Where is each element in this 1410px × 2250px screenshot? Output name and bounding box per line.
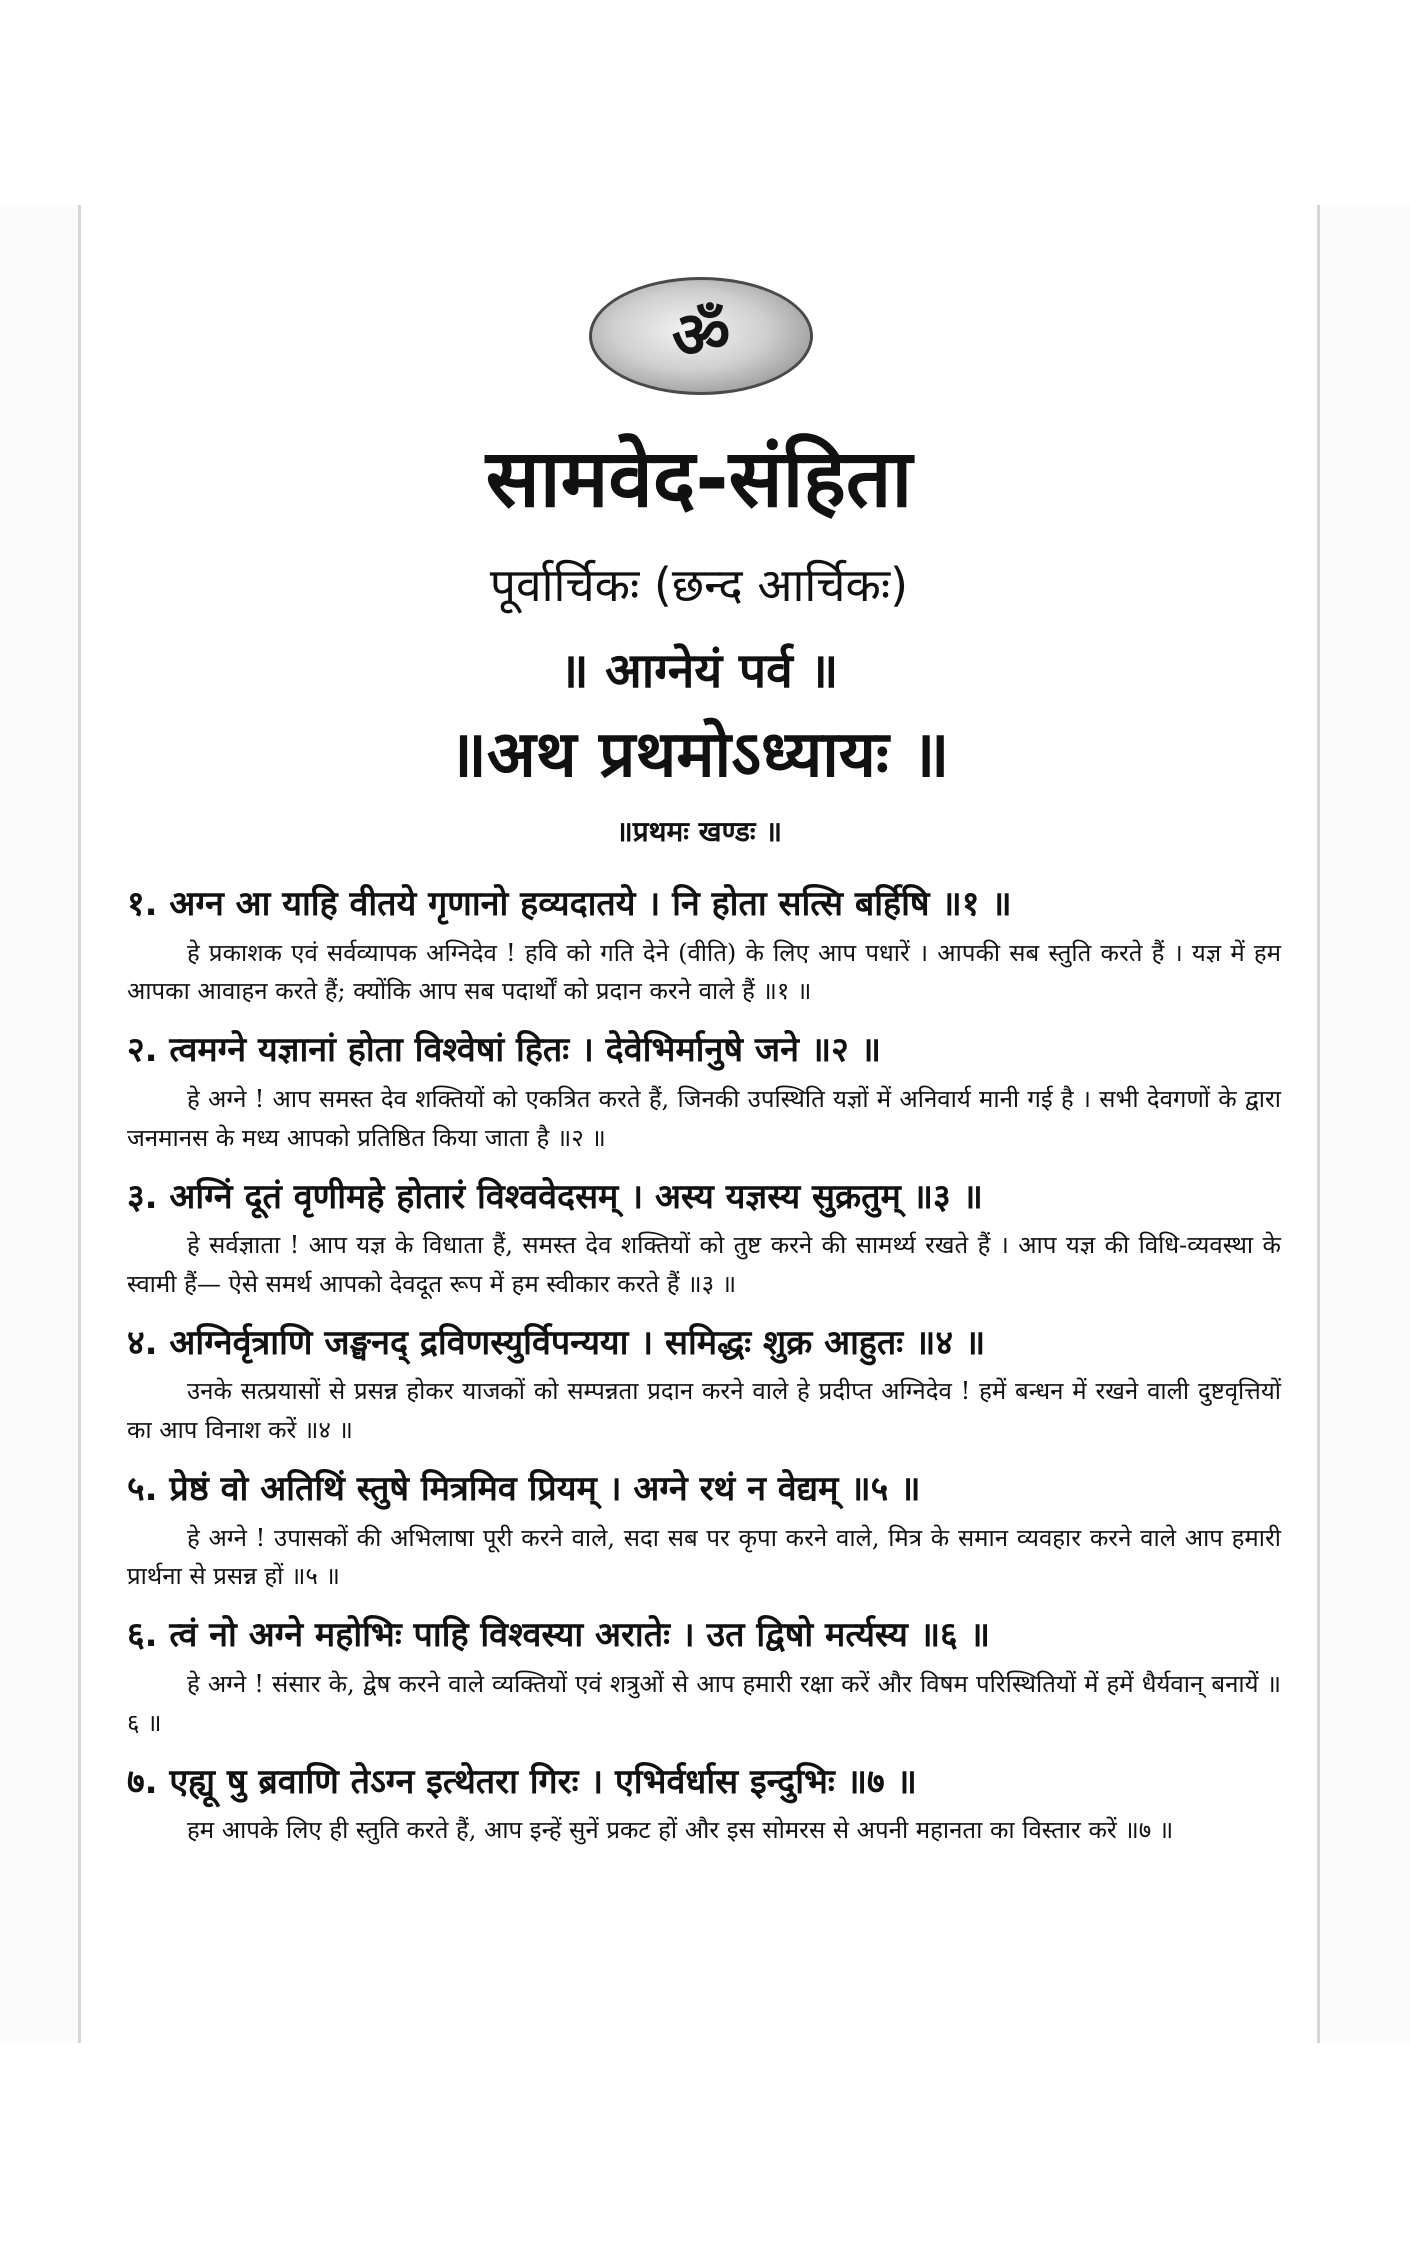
meaning-text: हे प्रकाशक एवं सर्वव्यापक अग्निदेव ! हवि को गति देने (वीति) के लिए आप पधारें । आपकी सब स्तुति करते हैं । यज्ञ में हम आपका आवाहन करते हैं; क्योंकि आप सब पदार्थों को प्रदान करने वाले हैं ॥१ ॥ <box>127 938 1281 1006</box>
meaning-text: हम आपके लिए ही स्तुति करते हैं, आप इन्हें सुनें प्रकट हों और इस सोमरस से अपनी महानता का विस्तार करें ॥७ ॥ <box>187 1816 1174 1844</box>
parva-heading: ॥ आग्नेयं पर्व ॥ <box>559 643 839 699</box>
meaning-text: उनके सत्प्रयासों से प्रसन्न होकर याजकों को सम्पन्नता प्रदान करने वाले हे प्रदीप्त अग्निदेव ! हमें बन्धन में रखने वाली दुष्टवृत्तियों का आप विनाश करें ॥४ ॥ <box>127 1377 1281 1445</box>
mantra-text: ७. एह्यू षु ब्रवाणि तेऽग्न इत्थेतरा गिरः । एभिर्वर्धास इन्दुभिः ॥७ ॥ <box>127 1761 917 1802</box>
verse-7 <box>127 1761 1281 1850</box>
mantra-text: ५. प्रेष्ठं वो अतिथिं स्तुषे मित्रमिव प्रियम् । अग्ने रथं न वेद्यम् ॥५ ॥ <box>127 1469 921 1509</box>
meaning-text: हे सर्वज्ञाता ! आप यज्ञ के विधाता हैं, समस्त देव शक्तियों को तुष्ट करने की सामर्थ्य रखते हैं । आप यज्ञ की विधि-व्यवस्था के स्वामी हैं— ऐसे समर्थ आपको देवदूत रूप में हम स्वीकार करते हैं ॥३ ॥ <box>127 1231 1281 1298</box>
verse-3 <box>127 1176 1281 1304</box>
meaning-text: हे अग्ने ! संसार के, द्वेष करने वाले व्यक्तियों एवं शत्रुओं से आप हमारी रक्षा करें और विषम परिस्थितियों में हमें धैर्यवान् बनायें ॥६ ॥ <box>127 1669 1281 1737</box>
mantra-text: २. त्वमग्ने यज्ञानां होता विश्वेषां हितः । देवेभिर्मानुषे जने ॥२ ॥ <box>127 1030 882 1071</box>
verse-6 <box>127 1614 1281 1742</box>
verse-1 <box>127 883 1281 1011</box>
om-emblem <box>589 277 813 395</box>
book-page <box>78 205 1320 2043</box>
mantra-text: १. अग्न आ याहि वीतये गृणानो हव्यदातये । नि होता सत्सि बर्हिषि ॥१ ॥ <box>127 884 1012 924</box>
mantra-text: ६. त्वं नो अग्ने महोभिः पाहि विश्वस्या अरातेः । उत द्विषो मर्त्यस्य ॥६ ॥ <box>127 1615 990 1656</box>
mantra-text: ४. अग्निर्वृत्राणि जङ्घनद् द्रविणस्युर्विपन्यया । समिद्धः शुक्र आहुतः ॥४ ॥ <box>127 1322 986 1363</box>
om-symbol: ॐ <box>671 299 731 373</box>
page-subtitle: पूर्वार्चिकः (छन्द आर्चिकः) <box>489 558 909 612</box>
verse-5 <box>127 1468 1281 1596</box>
verse-list <box>127 865 1281 1850</box>
mantra-text: ३. अग्निं दूतं वृणीमहे होतारं विश्ववेदसम् । अस्य यज्ञस्य सुक्रतुम् ॥३ ॥ <box>127 1176 983 1217</box>
adhyaya-heading: ॥अथ प्रथमोऽध्यायः ॥ <box>448 718 950 792</box>
meaning-text: हे अग्ने ! उपासकों की अभिलाषा पूरी करने वाले, सदा सब पर कृपा करने वाले, मित्र के समान व्यवहार करने वाले आप हमारी प्रार्थना से प्रसन्न हों ॥५ ॥ <box>127 1523 1281 1591</box>
verse-4 <box>127 1322 1281 1450</box>
verse-2 <box>127 1029 1281 1157</box>
khanda-heading: ॥प्रथमः खण्डः ॥ <box>615 815 783 848</box>
meaning-text: हे अग्ने ! आप समस्त देव शक्तियों को एकत्रित करते हैं, जिनकी उपस्थिति यज्ञों में अनिवार्य मानी गई है । सभी देवगणों के द्वारा जनमानस के मध्य आपको प्रतिष्ठित किया जाता है ॥२ ॥ <box>127 1084 1281 1152</box>
page-title: सामवेद-संहिता <box>485 432 913 525</box>
